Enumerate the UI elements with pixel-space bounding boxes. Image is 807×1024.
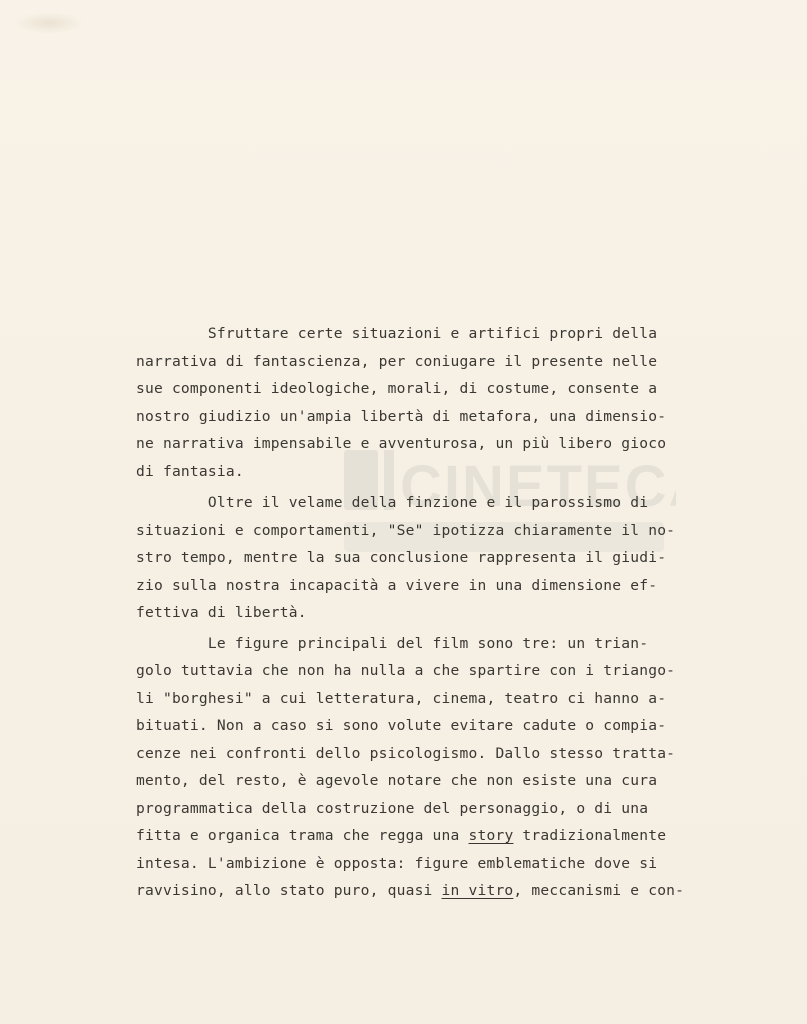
text-line: stro tempo, mentre la sua conclusione rappresenta il giudi-: [136, 549, 667, 566]
text-line: Le figure principali del film sono tre: un trian-: [136, 634, 649, 652]
text-line: di fantasia.: [136, 462, 244, 480]
text-line: Sfruttare certe situazioni e artifici propri della: [136, 325, 658, 342]
paragraph-3: [136, 630, 716, 905]
underlined-word-story: story: [468, 827, 514, 844]
line-text: ravvisino, allo stato puro, quasi: [136, 882, 442, 899]
text-line-in-vitro: [136, 877, 716, 905]
text-line: bituati. Non a caso si sono volute evitare cadute o compia-: [136, 717, 667, 734]
paragraph-2: [136, 489, 716, 627]
text-line: Oltre il velame della finzione e il parossismo di: [136, 494, 649, 511]
text-line: narrativa di fantascienza, per coniugare il presente nelle: [136, 352, 658, 370]
line-text: fitta e organica trama che regga una: [136, 827, 469, 844]
paragraph-1: [136, 320, 716, 485]
text-line: zio sulla nostra incapacità a vivere in una dimensione ef-: [136, 576, 658, 594]
text-line: cenze nei confronti dello psicologismo. Dallo stesso tratta-: [136, 744, 676, 762]
text-line: li "borghesi" a cui letteratura, cinema, teatro ci hanno a-: [136, 689, 667, 707]
svg-text:CINETECA: CINETEC: [400, 454, 669, 519]
text-line: ne narrativa impensabile e avventurosa, un più libero gioco: [136, 435, 667, 452]
line-text: , meccanismi e con-: [513, 882, 685, 899]
text-line: intesa. L'ambizione è opposta: figure emblematiche dove si: [136, 854, 658, 872]
text-line: programmatica della costruzione del personaggio, o di una: [136, 799, 649, 817]
typed-text-body: [136, 320, 716, 905]
text-line: fettiva di libertà.: [136, 604, 307, 621]
paper-smudge: [14, 12, 84, 34]
underlined-phrase-in-vitro: in vitro: [441, 882, 514, 899]
text-line: mento, del resto, è agevole notare che non esiste una cura: [136, 772, 658, 789]
text-line: golo tuttavia che non ha nulla a che spartire con i triango-: [136, 662, 676, 679]
text-line: sue componenti ideologiche, morali, di costume, consente a: [136, 380, 658, 397]
text-line-story: [136, 822, 716, 850]
text-line: nostro giudizio un'ampia libertà di metafora, una dimensio-: [136, 407, 667, 425]
text-line: situazioni e comportamenti, "Se" ipotizza chiaramente il no-: [136, 521, 676, 539]
line-text: tradizionalmente: [513, 827, 667, 844]
